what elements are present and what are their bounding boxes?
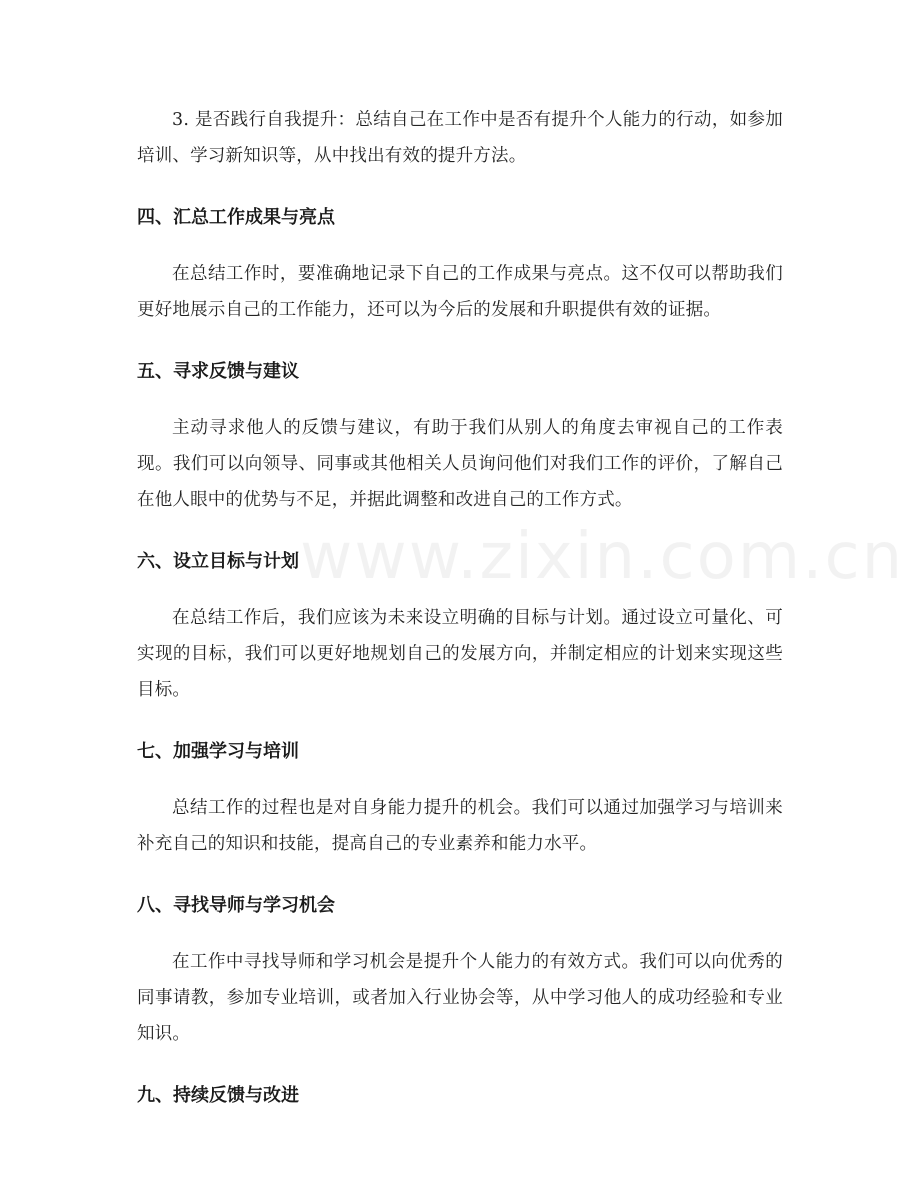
paragraph-section-8: 在工作中寻找导师和学习机会是提升个人能力的有效方式。我们可以向优秀的同事请教，参加专业培训，或者加入行业协会等，从中学习他人的成功经验和专业知识。 [137, 952, 783, 1044]
paragraph-section-5: 主动寻求他人的反馈与建议，有助于我们从别人的角度去审视自己的工作表现。我们可以向领导、同事或其他相关人员询问他们对我们工作的评价，了解自己在他人眼中的优势与不足，并据此调整和改进自己的工作方式。 [137, 418, 783, 510]
document-body [137, 102, 783, 1110]
heading-section-4: 四、汇总工作成果与亮点 [137, 207, 335, 228]
heading-section-9: 九、持续反馈与改进 [137, 1085, 299, 1106]
heading-section-5: 五、寻求反馈与建议 [137, 361, 299, 382]
paragraph-section-6: 在总结工作后，我们应该为未来设立明确的目标与计划。通过设立可量化、可实现的目标，我们可以更好地规划自己的发展方向，并制定相应的计划来实现这些目标。 [137, 608, 783, 700]
heading-section-6: 六、设立目标与计划 [137, 551, 299, 572]
watermark: www.zixin.com.cn [300, 520, 905, 594]
paragraph-section-7: 总结工作的过程也是对自身能力提升的机会。我们可以通过加强学习与培训来补充自己的知识和技能，提高自己的专业素养和能力水平。 [137, 798, 783, 854]
heading-section-7: 七、加强学习与培训 [137, 741, 299, 762]
paragraph-self-improvement: 3. 是否践行自我提升：总结自己在工作中是否有提升个人能力的行动，如参加培训、学习新知识等，从中找出有效的提升方法。 [137, 110, 783, 166]
paragraph-section-4: 在总结工作时，要准确地记录下自己的工作成果与亮点。这不仅可以帮助我们更好地展示自己的工作能力，还可以为今后的发展和升职提供有效的证据。 [137, 264, 783, 320]
heading-section-8: 八、寻找导师与学习机会 [137, 895, 335, 916]
